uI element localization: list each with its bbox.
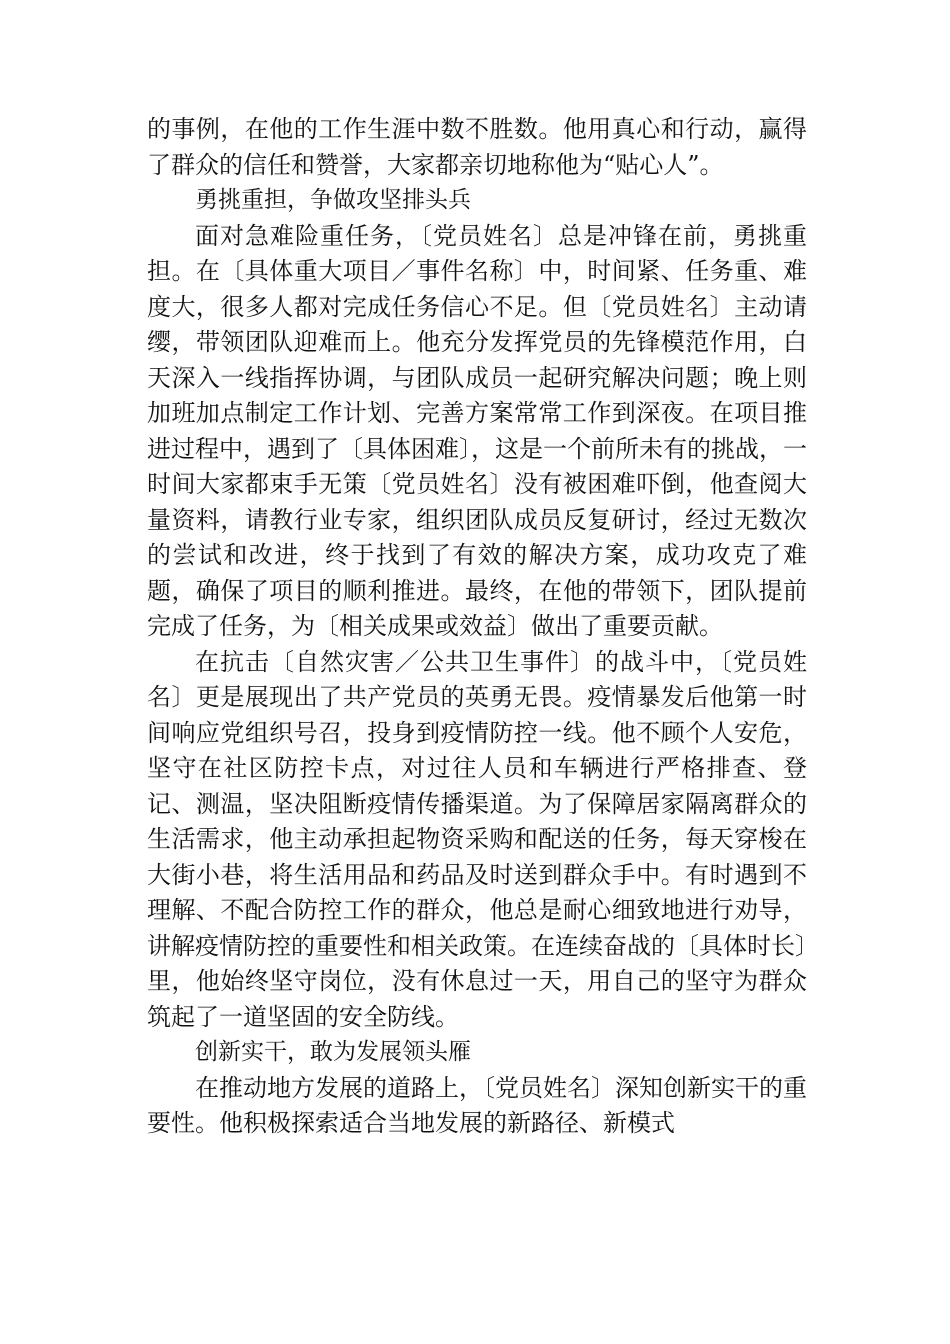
document-page bbox=[147, 112, 807, 1142]
paragraph-epidemic-fight: 在抗击〔自然灾害／公共卫生事件〕的战斗中，〔党员姓名〕更是展现出了共产党员的英勇无畏。疫情暴发后他第一时间响应党组织号召，投身到疫情防控一线。他不顾个人安危，坚守在社区防控卡点，对过往人员和车辆进行严格排查、登记、测温，坚决阻断疫情传播渠道。为了保障居家隔离群众的生活需求，他主动承担起物资采购和配送的任务，每天穿梭在大街小巷，将生活用品和药品及时送到群众手中。有时遇到不理解、不配合防控工作的群众，他总是耐心细致地进行劝导，讲解疫情防控的重要性和相关政策。在连续奋战的〔具体时长〕里，他始终坚守岗位，没有休息过一天，用自己的坚守为群众筑起了一道坚固的安全防线。 bbox=[147, 647, 807, 1031]
paragraph-major-project: 面对急难险重任务，〔党员姓名〕总是冲锋在前，勇挑重担。在〔具体重大项目／事件名称〕中，时间紧、任务重、难度大，很多人都对完成任务信心不足。但〔党员姓名〕主动请缨，带领团队迎难而上。他充分发挥党员的先锋模范作用，白天深入一线指挥协调，与团队成员一起研究解决问题；晚上则加班加点制定工作计划、完善方案常常工作到深夜。在项目推进过程中，遇到了〔具体困难〕，这是一个前所未有的挑战，一时间大家都束手无策〔党员姓名〕没有被困难吓倒，他查阅大量资料，请教行业专家，组织团队成员反复研讨，经过无数次的尝试和改进，终于找到了有效的解决方案，成功攻克了难题，确保了项目的顺利推进。最终，在他的带领下，团队提前完成了任务，为〔相关成果或效益〕做出了重要贡献。 bbox=[147, 221, 807, 640]
paragraph-local-development: 在推动地方发展的道路上，〔党员姓名〕深知创新实干的重要性。他积极探索适合当地发展的新路径、新模式 bbox=[147, 1073, 807, 1137]
section-heading-innovation: 创新实干，敢为发展领头雁 bbox=[195, 1039, 471, 1065]
paragraph-continuation: 的事例，在他的工作生涯中数不胜数。他用真心和行动，赢得了群众的信任和赞誉，大家都亲切地称他为“贴心人”。 bbox=[147, 115, 807, 179]
section-heading-take-on-burdens: 勇挑重担，争做攻坚排头兵 bbox=[195, 187, 471, 213]
